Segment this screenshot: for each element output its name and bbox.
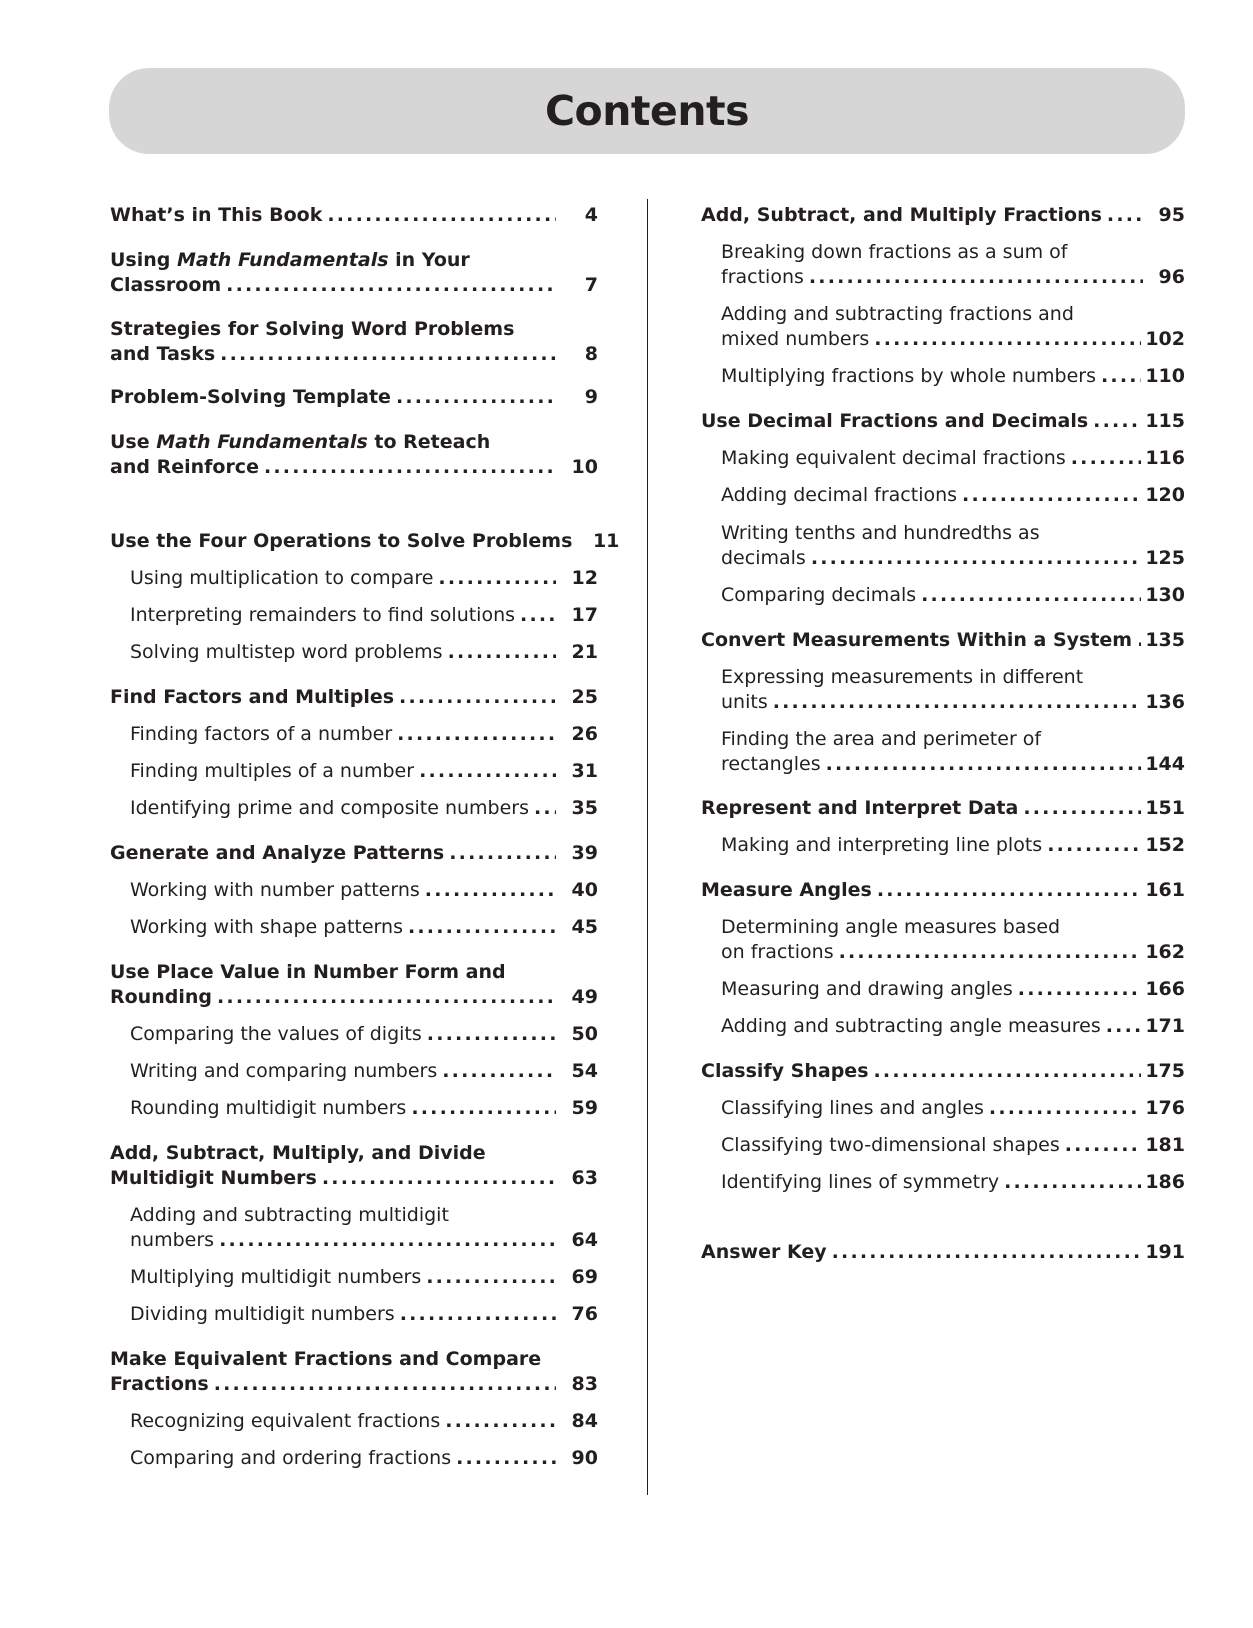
toc-subentry-prime-composite[interactable]: Identifying prime and composite numbers ..... 35 — [130, 796, 598, 821]
dot-leader — [811, 546, 1142, 571]
page-number: 125 — [1145, 547, 1185, 569]
page-number: 110 — [1145, 365, 1185, 387]
toc-entry-answer-key[interactable]: Answer Key ..... 191 — [701, 1240, 1185, 1265]
dot-leader — [449, 841, 556, 866]
toc-subentry-lines-angles[interactable]: Classifying lines and angles ..... 176 — [721, 1096, 1185, 1121]
page-number: 40 — [571, 879, 598, 901]
dot-leader — [438, 566, 556, 591]
toc-subentry-equivalent-decimal[interactable]: Making equivalent decimal fractions ..... 116 — [721, 446, 1185, 471]
toc-entry-patterns[interactable]: Generate and Analyze Patterns ..... 39 — [110, 841, 598, 866]
page-number: 181 — [1145, 1134, 1185, 1156]
toc-entry-data[interactable]: Represent and Interpret Data ..... 151 — [701, 796, 1185, 821]
page-number: 152 — [1145, 834, 1185, 856]
page-number: 49 — [571, 986, 598, 1008]
toc-subentry-adding-decimal[interactable]: Adding decimal fractions ..... 120 — [721, 483, 1185, 508]
page-number: 175 — [1145, 1060, 1185, 1082]
toc-subentry-drawing-angles[interactable]: Measuring and drawing angles ..... 166 — [721, 977, 1185, 1002]
page-number: 166 — [1145, 978, 1185, 1000]
dot-leader — [826, 752, 1142, 777]
toc-subentry-factors[interactable]: Finding factors of a number ..... 26 — [130, 722, 598, 747]
column-divider — [647, 199, 648, 1495]
toc-subentry-comparing-decimals[interactable]: Comparing decimals ..... 130 — [721, 583, 1185, 608]
toc-subentry-angle-add-subtract[interactable]: Adding and subtracting angle measures ..... 171 — [721, 1014, 1185, 1039]
dot-leader — [397, 722, 556, 747]
dot-leader — [1023, 796, 1141, 821]
dot-leader — [1004, 1170, 1141, 1195]
page-number: 11 — [592, 530, 620, 552]
toc-entry-strategies[interactable]: Strategies for Solving Word Problems and Tasks ..... 8 — [110, 317, 598, 367]
dot-leader — [832, 1240, 1142, 1265]
dot-leader — [419, 759, 556, 784]
page-number: 176 — [1145, 1097, 1185, 1119]
toc-entry-reteach-reinforce[interactable]: Use Math Fundamentals to Reteach and Reinforce ..... 10 — [110, 430, 598, 480]
toc-subentry-multiplication-compare[interactable]: Using multiplication to compare ..... 12 — [130, 566, 598, 591]
dot-leader — [226, 273, 556, 298]
page-number: 21 — [571, 641, 598, 663]
dot-leader — [534, 796, 556, 821]
toc-subentry-tenths-hundredths[interactable]: Writing tenths and hundredths as decimals ..... 125 — [721, 521, 1185, 571]
page-number: 90 — [571, 1447, 598, 1469]
page-number: 186 — [1145, 1171, 1185, 1193]
dot-leader — [1107, 203, 1143, 228]
page-number: 63 — [571, 1167, 598, 1189]
dot-leader — [217, 985, 556, 1010]
dot-leader — [1106, 1014, 1142, 1039]
toc-subentry-line-plots[interactable]: Making and interpreting line plots ..... 152 — [721, 833, 1185, 858]
dot-leader — [921, 583, 1141, 608]
toc-subentry-number-patterns[interactable]: Working with number patterns ..... 40 — [130, 878, 598, 903]
dot-leader — [214, 1372, 556, 1397]
page-title: Contents — [544, 87, 750, 135]
page-number: 130 — [1145, 584, 1185, 606]
dot-leader — [456, 1446, 556, 1471]
toc-entry-angles[interactable]: Measure Angles ..... 161 — [701, 878, 1185, 903]
toc-entry-shapes[interactable]: Classify Shapes ..... 175 — [701, 1059, 1185, 1084]
toc-subentry-angle-fractions[interactable]: Determining angle measures based on fractions ..... 162 — [721, 915, 1185, 965]
toc-subentry-adding-mixed[interactable]: Adding and subtracting fractions and mixed numbers ..... 102 — [721, 302, 1185, 352]
toc-entry-place-value[interactable]: Use Place Value in Number Form and Rounding ..... 49 — [110, 960, 598, 1010]
page-number: 39 — [571, 842, 598, 864]
toc-entry-equivalent-fractions[interactable]: Make Equivalent Fractions and Compare Fractions ..... 83 — [110, 1347, 598, 1397]
page-number: 135 — [1145, 629, 1185, 651]
page-number: 59 — [571, 1097, 598, 1119]
dot-leader — [1101, 364, 1141, 389]
toc-subentry-different-units[interactable]: Expressing measurements in different units ..... 136 — [721, 665, 1185, 715]
page-number: 162 — [1145, 941, 1185, 963]
page-number: 144 — [1145, 753, 1185, 775]
dot-leader — [220, 342, 556, 367]
toc-subentry-comparing-ordering[interactable]: Comparing and ordering fractions ..... 90 — [130, 1446, 598, 1471]
toc-subentry-area-perimeter[interactable]: Finding the area and perimeter of rectangles ..... 144 — [721, 727, 1185, 777]
dot-leader — [327, 203, 556, 228]
page-number: 17 — [571, 604, 598, 626]
page-number: 76 — [571, 1303, 598, 1325]
toc-subentry-multistep[interactable]: Solving multistep word problems ..... 21 — [130, 640, 598, 665]
dot-leader — [411, 1096, 556, 1121]
page-number: 10 — [571, 456, 598, 478]
dot-leader — [399, 685, 556, 710]
dot-leader — [1071, 446, 1142, 471]
page-number: 50 — [571, 1023, 598, 1045]
page-number: 9 — [584, 386, 598, 408]
dot-leader — [264, 455, 556, 480]
page-number: 7 — [584, 274, 598, 296]
dot-leader — [874, 327, 1141, 352]
page-number: 161 — [1145, 879, 1185, 901]
toc-subentry-recognizing-equivalent[interactable]: Recognizing equivalent fractions ..... 84 — [130, 1409, 598, 1434]
dot-leader — [408, 915, 556, 940]
dot-leader — [1047, 833, 1141, 858]
dot-leader — [426, 1265, 556, 1290]
dot-leader — [874, 1059, 1142, 1084]
page-number: 171 — [1145, 1015, 1185, 1037]
toc-subentry-symmetry[interactable]: Identifying lines of symmetry ..... 186 — [721, 1170, 1185, 1195]
dot-leader — [1137, 628, 1141, 653]
page-number: 35 — [571, 797, 598, 819]
toc-subentry-digits[interactable]: Comparing the values of digits ..... 50 — [130, 1022, 598, 1047]
dot-leader — [809, 265, 1143, 290]
dot-leader — [1093, 409, 1141, 434]
page-number: 54 — [571, 1060, 598, 1082]
page-number: 69 — [571, 1266, 598, 1288]
page-number: 120 — [1145, 484, 1185, 506]
dot-leader — [445, 1409, 556, 1434]
toc-subentry-remainders[interactable]: Interpreting remainders to find solutions ..... 17 — [130, 603, 598, 628]
page-number: 31 — [571, 760, 598, 782]
toc-entry-add-subtract-multiply-divide[interactable]: Add, Subtract, Multiply, and Divide Multidigit Numbers ..... 63 — [110, 1141, 598, 1191]
page-number: 102 — [1145, 328, 1185, 350]
dot-leader — [962, 483, 1141, 508]
toc-subentry-breaking-down[interactable]: Breaking down fractions as a sum of fractions ..... 96 — [721, 240, 1185, 290]
toc-subentry-rounding[interactable]: Rounding multidigit numbers ..... 59 — [130, 1096, 598, 1121]
page-number: 4 — [584, 204, 598, 226]
toc-entry-measurements[interactable]: Convert Measurements Within a System ..... 135 — [701, 628, 1185, 653]
toc-subentry-multiples[interactable]: Finding multiples of a number ..... 31 — [130, 759, 598, 784]
dot-leader — [1065, 1133, 1142, 1158]
toc-subentry-multiplying-whole[interactable]: Multiplying fractions by whole numbers ..... 110 — [721, 364, 1185, 389]
page-number: 151 — [1145, 797, 1185, 819]
dot-leader — [877, 878, 1141, 903]
dot-leader — [448, 640, 556, 665]
page-number: 136 — [1145, 691, 1185, 713]
page-number: 45 — [571, 916, 598, 938]
page-number: 116 — [1145, 447, 1185, 469]
toc-entry-using-math-fundamentals[interactable]: Using Math Fundamentals in Your Classroom ..... 7 — [110, 248, 598, 298]
toc-subentry-shape-patterns[interactable]: Working with shape patterns ..... 45 — [130, 915, 598, 940]
dot-leader — [322, 1166, 556, 1191]
toc-entry-decimals[interactable]: Use Decimal Fractions and Decimals ..... 115 — [701, 409, 1185, 434]
toc-subentry-add-subtract-multidigit[interactable]: Adding and subtracting multidigit numbers ..... 64 — [130, 1203, 598, 1253]
toc-subentry-dividing-multidigit[interactable]: Dividing multidigit numbers ..... 76 — [130, 1302, 598, 1327]
toc-entry-four-operations[interactable]: Use the Four Operations to Solve Problems 11 — [110, 530, 620, 552]
dot-leader — [1018, 977, 1142, 1002]
dot-leader — [520, 603, 556, 628]
dot-leader — [400, 1302, 556, 1327]
page-number: 26 — [571, 723, 598, 745]
page-number: 12 — [571, 567, 598, 589]
dot-leader — [989, 1096, 1141, 1121]
toc-entry-whats-in-this-book[interactable]: What’s in This Book ..... 4 — [110, 203, 598, 228]
toc-subentry-multiplying-multidigit[interactable]: Multiplying multidigit numbers ..... 69 — [130, 1265, 598, 1290]
toc-subentry-writing-numbers[interactable]: Writing and comparing numbers ..... 54 — [130, 1059, 598, 1084]
dot-leader — [773, 690, 1142, 715]
page-number: 84 — [571, 1410, 598, 1432]
dot-leader — [425, 878, 556, 903]
toc-subentry-two-dimensional[interactable]: Classifying two-dimensional shapes ..... 181 — [721, 1133, 1185, 1158]
page-number: 115 — [1145, 410, 1185, 432]
page-number: 95 — [1158, 204, 1185, 226]
page-number: 64 — [571, 1229, 598, 1251]
dot-leader — [219, 1228, 556, 1253]
dot-leader — [442, 1059, 556, 1084]
page-number: 83 — [571, 1373, 598, 1395]
toc-entry-problem-solving-template[interactable]: Problem-Solving Template ..... 9 — [110, 385, 598, 410]
toc-entry-factors-multiples[interactable]: Find Factors and Multiples ..... 25 — [110, 685, 598, 710]
contents-banner — [109, 68, 1185, 154]
dot-leader — [839, 940, 1142, 965]
page-number: 25 — [571, 686, 598, 708]
page-number: 96 — [1158, 266, 1185, 288]
page-number: 191 — [1145, 1241, 1185, 1263]
page-number: 8 — [584, 343, 598, 365]
dot-leader — [427, 1022, 556, 1047]
dot-leader — [396, 385, 556, 410]
toc-entry-asm-fractions[interactable]: Add, Subtract, and Multiply Fractions ..... 95 — [701, 203, 1185, 228]
